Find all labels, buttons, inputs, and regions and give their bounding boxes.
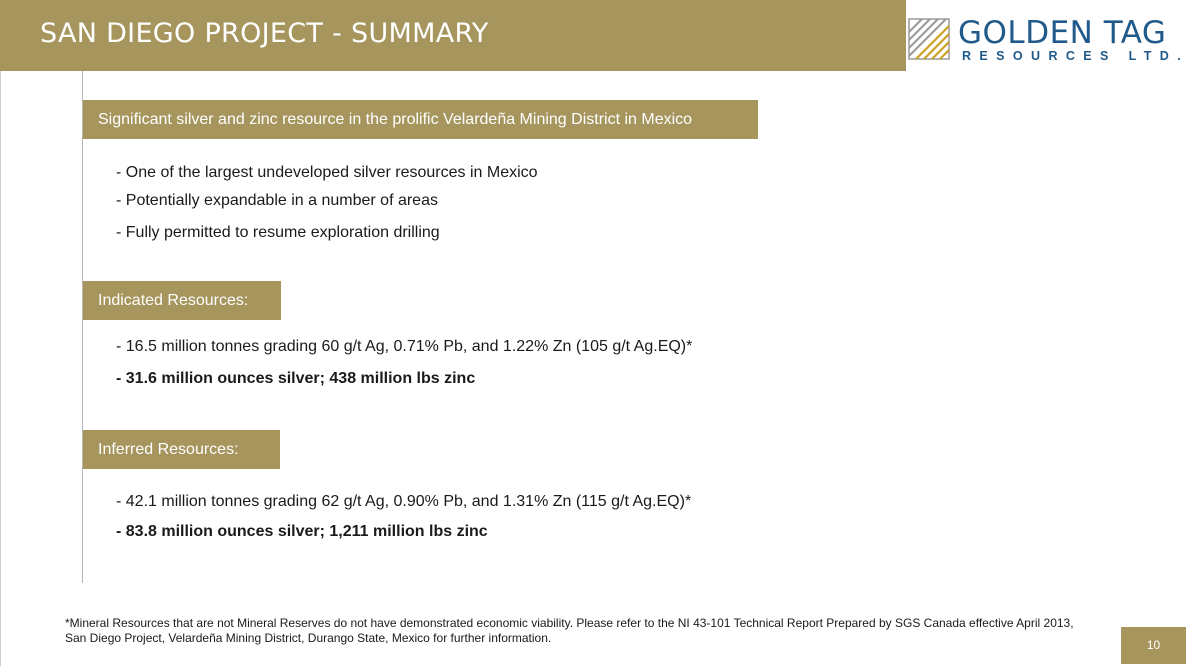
summary-heading: Significant silver and zinc resource in the prolific Velardeña Mining District in Mexico [83, 100, 758, 139]
inferred-heading: Inferred Resources: [83, 430, 280, 469]
summary-bullet: - Fully permitted to resume exploration drilling [116, 224, 440, 241]
inferred-highlight: - 83.8 million ounces silver; 1,211 million lbs zinc [116, 523, 488, 540]
title-bar [0, 0, 906, 71]
indicated-highlight: - 31.6 million ounces silver; 438 million lbs zinc [116, 370, 476, 387]
indicated-detail: - 16.5 million tonnes grading 60 g/t Ag, 0.71% Pb, and 1.22% Zn (105 g/t Ag.EQ)* [116, 338, 693, 355]
logo-mark-icon [908, 18, 950, 60]
indicated-heading: Indicated Resources: [83, 281, 281, 320]
company-logo [908, 8, 1193, 70]
logo-name: GOLDEN TAG [958, 15, 1167, 51]
logo-subtitle: RESOURCES LTD. [962, 49, 1190, 63]
slide-title: SAN DIEGO PROJECT - SUMMARY [40, 18, 489, 49]
vertical-divider [82, 71, 83, 583]
inferred-detail: - 42.1 million tonnes grading 62 g/t Ag, 0.90% Pb, and 1.31% Zn (115 g/t Ag.EQ)* [116, 493, 692, 510]
summary-bullet: - One of the largest undeveloped silver resources in Mexico [116, 164, 538, 181]
summary-bullet: - Potentially expandable in a number of areas [116, 192, 438, 209]
page-left-edge [0, 71, 1, 666]
footnote: *Mineral Resources that are not Mineral Reserves do not have demonstrated economic viability. Please refer to the NI 43-101 Technical Report Prepared by SGS Canada effective April 2013, San Diego Project, Velardeña Mining District, Durango State, Mexico for further information. [65, 616, 1074, 645]
page-number: 10 [1121, 627, 1186, 664]
